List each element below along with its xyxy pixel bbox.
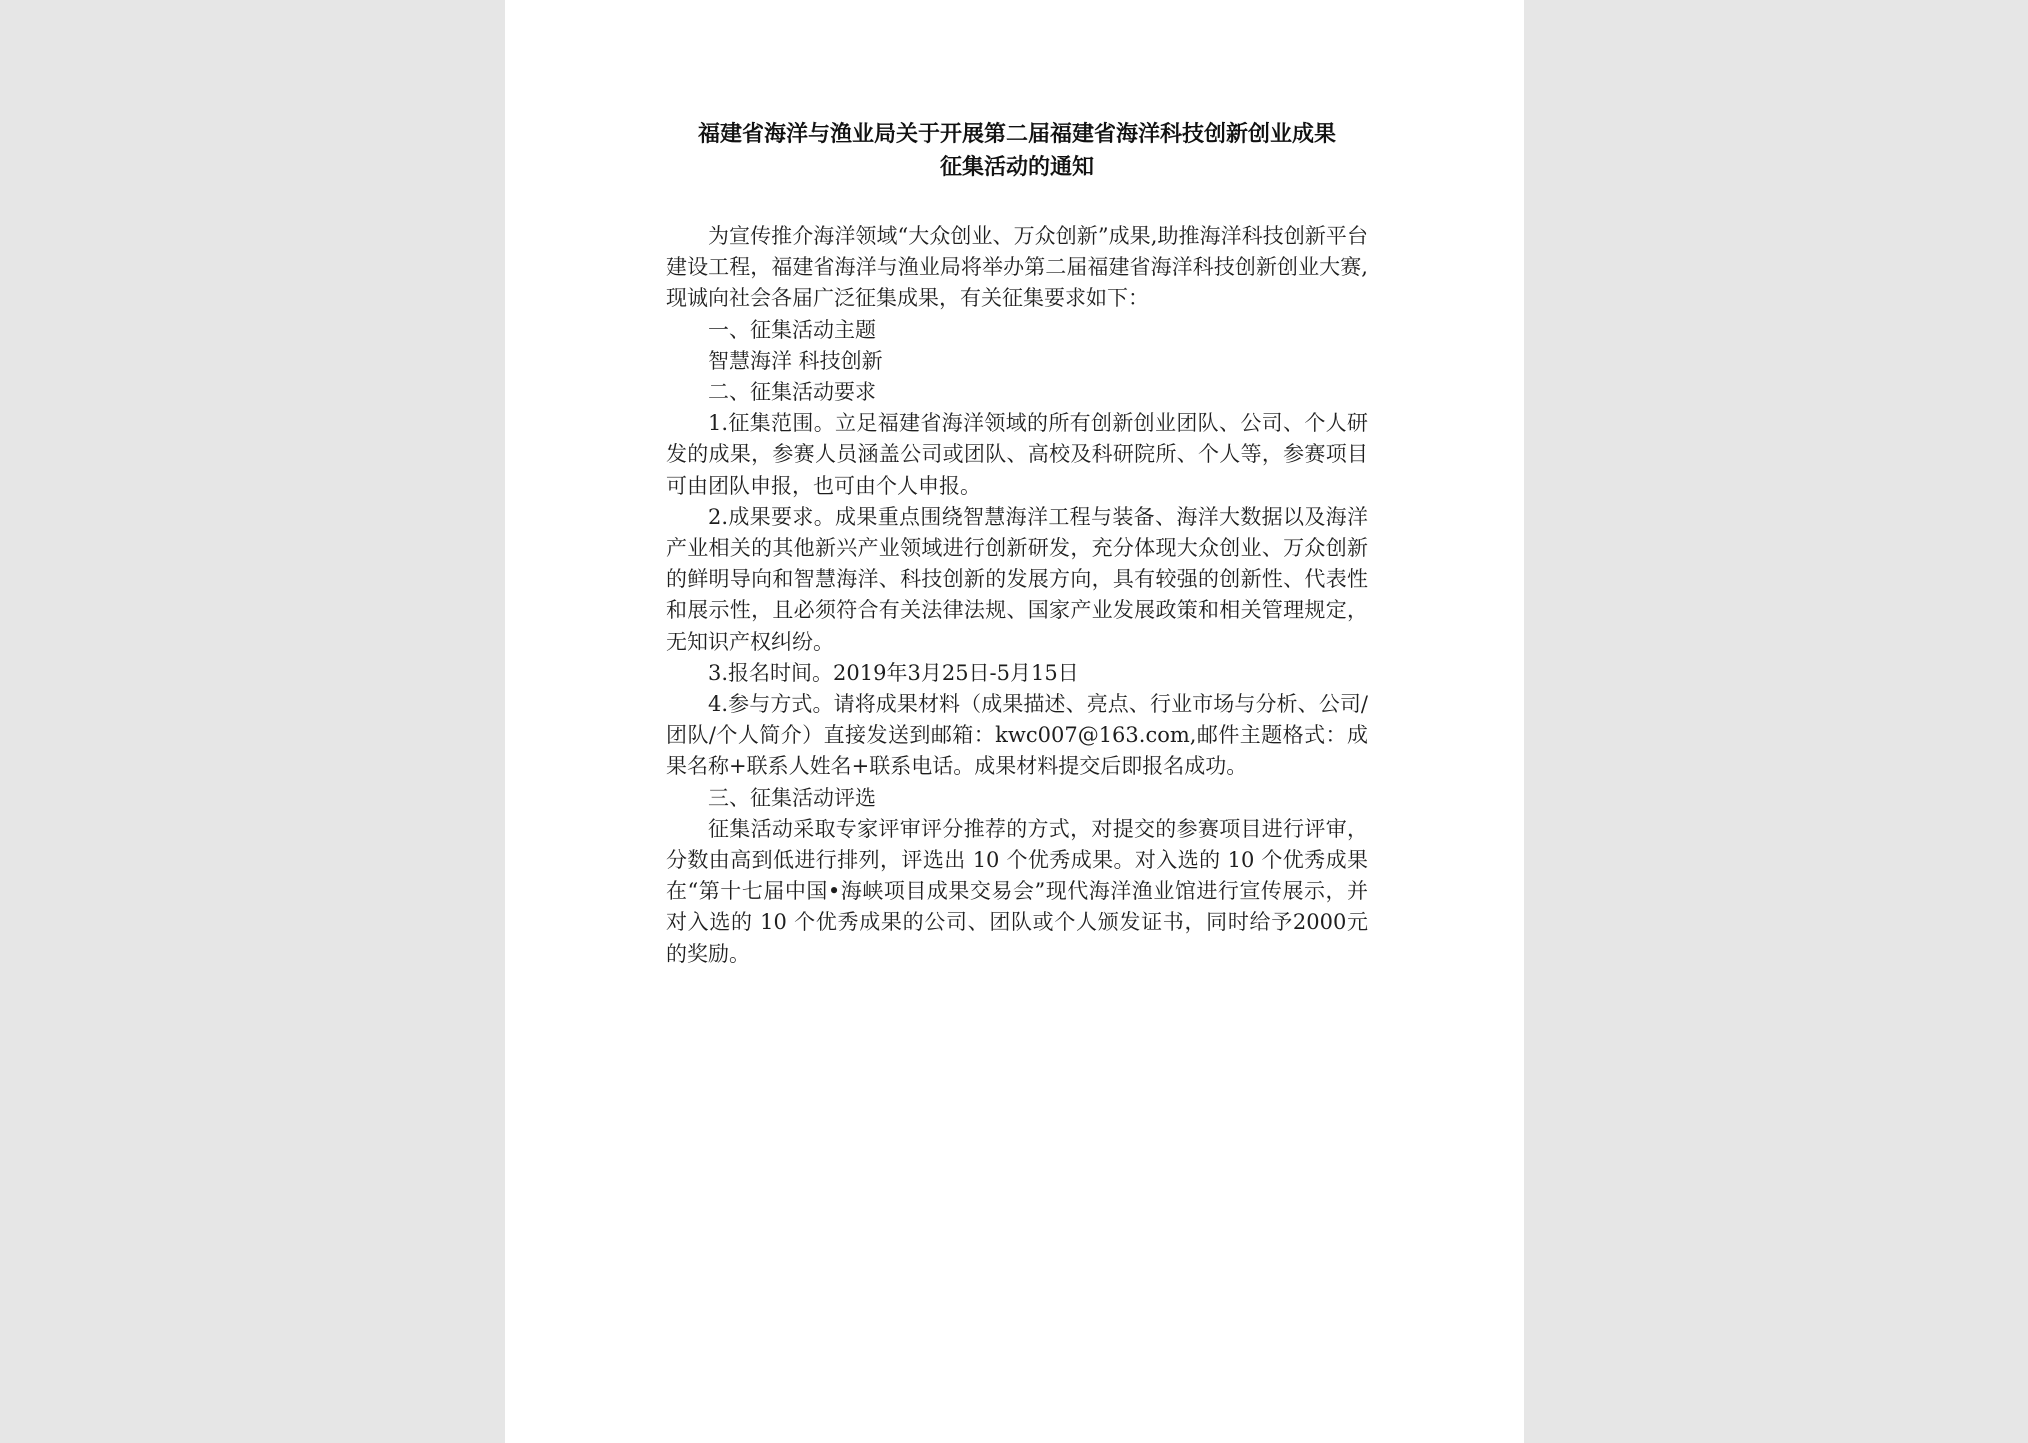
document-content: [666, 118, 1368, 970]
requirement-registration-time: 3.报名时间。2019年3月25日-5月15日: [708, 660, 1079, 685]
document-page: [505, 0, 1524, 1443]
document-body: [666, 221, 1368, 970]
intro-paragraph: 为宣传推介海洋领域“大众创业、万众创新”成果,助推海洋科技创新平台建设工程，福建省海洋与渔业局将举办第二届福建省海洋科技创新创业大赛,现诚向社会各届广泛征集成果，有关征集要求如下：: [666, 224, 1368, 311]
section-heading-selection: 三、征集活动评选: [708, 785, 876, 810]
theme-text: 智慧海洋 科技创新: [708, 348, 883, 373]
section-heading-requirements: 二、征集活动要求: [708, 380, 876, 405]
document-title: [666, 118, 1368, 184]
title-line-1: 福建省海洋与渔业局关于开展第二届福建省海洋科技创新创业成果: [697, 121, 1336, 147]
title-line-2: 征集活动的通知: [939, 154, 1094, 180]
selection-paragraph: 征集活动采取专家评审评分推荐的方式，对提交的参赛项目进行评审，分数由高到低进行排列，评选出 10 个优秀成果。对入选的 10 个优秀成果在“第十七届中国•海峡项目成果交易会”现代海洋渔业馆进行宣传展示，并对入选的 10 个优秀成果的公司、团队或个人颁发证书，同时给予2000元的奖励。: [666, 816, 1368, 966]
requirement-results: 2.成果要求。成果重点围绕智慧海洋工程与装备、海洋大数据以及海洋产业相关的其他新兴产业领域进行创新研发，充分体现大众创业、万众创新的鲜明导向和智慧海洋、科技创新的发展方向，具有较强的创新性、代表性和展示性，且必须符合有关法律法规、国家产业发展政策和相关管理规定，无知识产权纠纷。: [666, 504, 1368, 654]
section-heading-theme: 一、征集活动主题: [708, 317, 876, 342]
requirement-scope: 1.征集范围。立足福建省海洋领域的所有创新创业团队、公司、个人研发的成果，参赛人员涵盖公司或团队、高校及科研院所、个人等，参赛项目可由团队申报，也可由个人申报。: [666, 411, 1368, 498]
requirement-participation: 4.参与方式。请将成果材料（成果描述、亮点、行业市场与分析、公司/团队/个人简介）直接发送到邮箱：kwc007@163.com,邮件主题格式：成果名称+联系人姓名+联系电话。成果材料提交后即报名成功。: [666, 692, 1368, 779]
